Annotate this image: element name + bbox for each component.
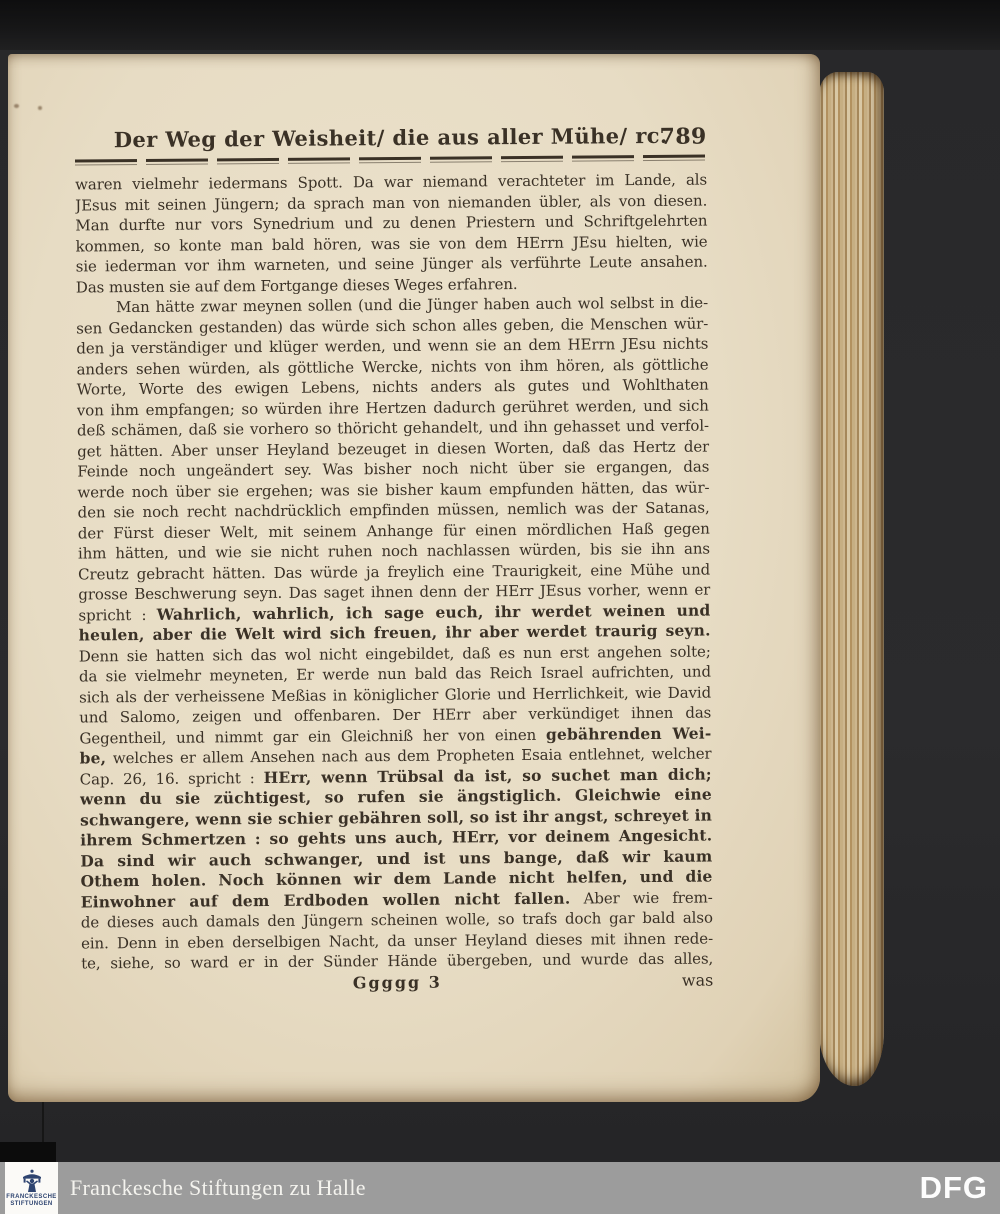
signature-spacer xyxy=(81,973,353,995)
text-segment: te, siehe, so ward er in der Sünder Hände übergeben, und wurde das alles, xyxy=(81,949,714,973)
running-head xyxy=(75,118,707,159)
text-segment: Worte, Worte des ewigen Lebens, nichts anders als gutes und Wohlthaten xyxy=(76,375,709,399)
text-segment: welches er allem Ansehen nach aus dem Propheten Esaia entlehnet, welcher xyxy=(106,744,712,768)
text-segment: den sie noch recht nachdrücklich empfinden müssen, nemlich was der Satanas, xyxy=(77,498,710,522)
book-fore-edge xyxy=(819,72,884,1086)
text-segment: Man hätte zwar meynen sollen (und die Jünger haben auch wol selbst in die- xyxy=(115,293,709,317)
text-segment: sie iederman vor ihm warneten, und seine Jünger als verführte Leute ansahen. xyxy=(75,252,708,276)
text-segment: grosse Beschwerung seyn. Das saget ihnen denn der HErr JEsus vorher, wenn er xyxy=(78,580,711,604)
text-segment: werde noch über sie ergehen; was sie bisher kaum empfunden hätten, das wür- xyxy=(77,478,710,501)
page-number: 789 xyxy=(659,123,707,150)
text-segment: HErr, wenn Trübsal da ist, so suchet man dich; xyxy=(263,764,712,787)
text-segment: Gegentheil, und nimmt gar ein Gleichniß her von einen xyxy=(79,725,547,747)
body-text xyxy=(75,170,713,974)
francke-foundations-icon xyxy=(20,1169,44,1193)
text-segment: Wahrlich, wahrlich, ich sage euch, ihr werdet weinen und xyxy=(156,600,711,624)
text-segment: gebährenden Wei- xyxy=(545,723,712,744)
logo-caption-line1: FRANCKESCHE xyxy=(6,1194,57,1200)
text-segment: spricht : xyxy=(78,605,157,624)
text-segment: JEsus mit seinen Jüngern; da sprach man von niemanden übler, als von diesen. xyxy=(75,191,708,214)
text-segment: sen Gedancken gestanden) das würde sich schon alles geben, die Menschen wür- xyxy=(76,314,709,337)
text-segment: und Salomo, zeigen und offenbaren. Der HErr aber verkündiget ihnen das xyxy=(79,703,712,727)
institution-logo[interactable] xyxy=(5,1162,58,1214)
text-segment: schwangere, wenn sie schier gebähren soll, so ist ihr angst, schreyet in xyxy=(79,805,713,829)
book-page xyxy=(8,54,820,1102)
text-segment: ein. Denn in eben derselbigen Nacht, da unser Heyland dieses mit ihnen rede- xyxy=(80,929,714,952)
text-segment: ihm hätten, und wie sie nicht ruhen noch nachlassen würden, bis sie ihn ans xyxy=(77,539,711,563)
viewer-footer xyxy=(0,1162,1000,1214)
paper-stain xyxy=(14,104,19,108)
text-segment: Das musten sie auf dem Fortgange dieses Weges erfahren. xyxy=(75,274,518,296)
text-segment: Feinde noch ungeändert sey. Was bisher noch nicht über sie ergangen, das xyxy=(77,457,710,481)
logo-caption-line2: STIFTUNGEN xyxy=(10,1201,53,1207)
catchword: was xyxy=(681,970,714,990)
signature-row xyxy=(81,970,713,995)
text-segment: von ihm empfangen; so würden ihre Hertzen dadurch gerühret werden, und sich xyxy=(76,396,709,419)
text-segment: Da sind wir auch schwanger, und ist uns bange, daß wir kaum xyxy=(80,846,713,870)
text-segment: der Fürst dieser Welt, mit seinem Anhange für einen mördlichen Haß gegen xyxy=(77,519,710,542)
running-head-title: Der Weg der Weisheit/ die aus aller Mühe/ rc. xyxy=(113,122,668,153)
text-segment: be, xyxy=(79,748,107,768)
scanner-cradle-shadow xyxy=(0,0,1000,50)
text-segment: Othem holen. Noch können wir dem Lande nicht helfen, und die xyxy=(80,866,713,891)
dfg-logo[interactable]: DFG xyxy=(919,1170,988,1205)
text-segment: da sie vielmehr meyneten, Er werde nun bald das Reich Israel aufrichten, und xyxy=(78,662,711,686)
text-segment: ihrem Schmertzen : so gehts uns auch, HErr, vor deinem Angesicht. xyxy=(80,825,713,850)
cradle-corner xyxy=(0,1142,56,1162)
text-segment: de dieses auch damals den Jüngern scheinen wolle, so trafs doch gar bald also xyxy=(80,908,713,932)
quire-signature: Ggggg 3 xyxy=(352,972,442,992)
text-segment: waren vielmehr iedermans Spott. Da war niemand verachteter im Lande, als xyxy=(74,170,708,194)
text-segment: sich als der verheissene Meßias in königlicher Glorie und Herrlichkeit, wie David xyxy=(79,683,712,706)
paper-stain xyxy=(38,106,42,110)
text-segment: Denn sie hatten sich das wol nicht eingebildet, daß es nun erst angehen solte; xyxy=(78,642,711,665)
text-segment: deß schämen, daß sie vorhero so thöricht gehandelt, und ihn gehasset und verfol- xyxy=(76,416,710,440)
text-segment: Cap. 26, 16. spricht : xyxy=(79,768,264,788)
institution-name: Franckesche Stiftungen zu Halle xyxy=(70,1175,366,1200)
text-segment: wenn du sie züchtigest, so rufen sie ängstiglich. Gleichwie eine xyxy=(79,784,712,809)
text-segment: anders sehen würden, als göttliche Wercke, nichts von ihm hören, als göttliche xyxy=(76,355,709,378)
text-segment: Aber wie frem- xyxy=(570,888,713,908)
text-segment: Man durfte nur vors Synedrium und zu denen Priestern und Schriftgelehrten xyxy=(75,211,708,235)
text-segment: heulen, aber die Welt wird sich freuen, ihr aber werdet traurig seyn. xyxy=(78,620,711,645)
text-segment: den ja verständiger und klüger werden, und wenn sie an dem HErrn JEsu nichts xyxy=(76,334,709,358)
text-segment: kommen, so konte man bald hören, was sie von dem HErrn JEsu hielten, wie xyxy=(75,232,708,255)
printed-text-block xyxy=(75,118,714,995)
text-segment: Einwohner auf dem Erdboden wollen nicht fallen. xyxy=(80,888,571,911)
text-segment: Creutz gebracht hätten. Das würde ja freylich eine Traurigkeit, eine Mühe und xyxy=(78,560,711,583)
text-segment: get hätten. Aber unser Heyland bezeuget in diesen Worten, daß das Hertz der xyxy=(77,437,710,460)
